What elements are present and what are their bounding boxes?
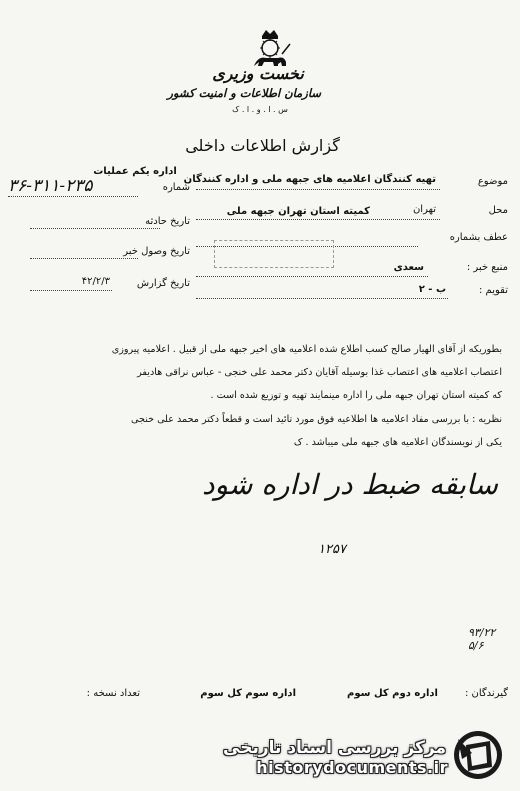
body-line-1: بطوریکه از آقای الهیار صالح کسب اطلاع شده اعلامیه های اخیر جبهه ملی از قبیل . اعلامیه پیروزی [111,344,502,355]
organization-code: س . ا . و . ا . ک [232,105,288,114]
recipients-label: گیرندگان : [464,688,508,699]
watermark-arabic: مرکز بررسی اسناد تاریخی [223,738,446,758]
recipient-2: اداره سوم کل سوم [200,688,296,699]
handwritten-margin-note: ۹۳/۲۲ ۵/۶ [468,626,496,652]
location-label: محل [488,205,508,216]
location-value: تهران [412,204,436,215]
copies-label: تعداد نسخه : [86,688,140,699]
ministry-heading: نخست وزیری [212,64,304,83]
report-date-value: ۴۲/۲/۳ [81,276,110,287]
subject-value: تهیه کنندگان اعلامیه های جبهه ملی و اداره کنندگان [183,174,436,185]
report-number: ۳۶-۳۱۱-۲۳۵ [8,176,93,196]
evaluation-label: تقویم : [479,285,508,296]
organization-heading: سازمان اطلاعات و امنیت کشور [167,86,321,100]
evaluation-value: ب - ۲ [418,284,446,295]
event-date-label: تاریخ حادثه [145,216,190,227]
number-label: شماره [162,182,190,193]
body-line-5: یکی از نویسندگان اعلامیه های جبهه ملی میباشد . ک [293,437,502,448]
source-value: سعدی [393,262,424,273]
handwritten-note: سابقه ضبط در اداره شود [202,468,498,501]
report-date-label: تاریخ گزارش [136,278,190,289]
body-line-4: نظریه : با بررسی مفاد اعلامیه ها اطلاعیه فوق مورد تائید است و قطعاً دکتر محمد علی خنجی [131,414,502,425]
location-detail: کمیته استان تهران جبهه ملی [226,206,370,217]
body-line-2: اعتصاب اعلامیه های اعتصاب غذا بوسیله آقایان دکتر محمد علی خنجی - عباس نراقی هادیفر [137,367,502,378]
report-title: گزارش اطلاعات داخلی [185,136,340,155]
stamp-box [214,240,334,268]
handwritten-initials: ۱۲۵۷ [318,542,346,557]
archive-logo-icon [452,729,504,781]
watermark-site: historydocuments.ir [256,758,448,777]
recipient-1: اداره دوم کل سوم [347,688,438,699]
department-stamp: اداره یکم عملیات [93,166,177,177]
source-label: منبع خبر : [466,262,508,273]
reference-label: عطف بشماره [449,232,508,243]
received-date-label: تاریخ وصول خبر [123,246,190,257]
body-line-3: که کمیته استان تهران جبهه ملی را اداره مینمایند تهیه و توزیع شده است . [210,390,502,401]
subject-label: موضوع [477,176,508,187]
